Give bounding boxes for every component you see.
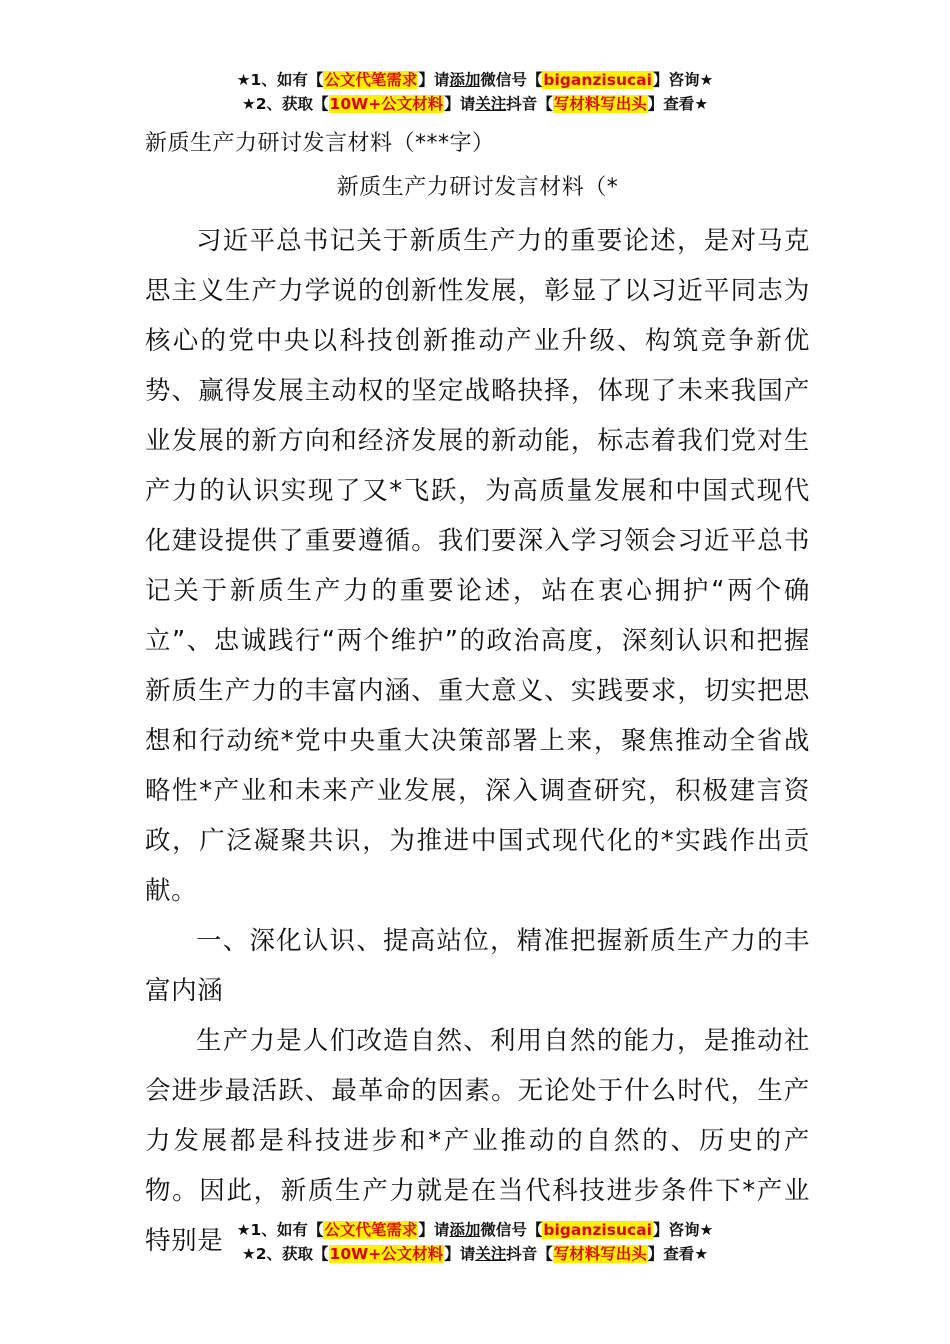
footer-banner bbox=[0, 1218, 950, 1266]
paragraph-section-1: 生产力是人们改造自然、利用自然的能力，是推动社会进步最活跃、最革命的因素。无论处于什么时代，生产力发展都是科技进步和*产业推动的自然的、历史的产物。因此，新质生产力就是在当代科技进步条件下*产业特别是 bbox=[145, 1026, 810, 1256]
banner-text: 抖音【 bbox=[506, 95, 553, 113]
banner-highlight: 公文代笔需求 bbox=[324, 1221, 418, 1239]
banner-highlight: 10W+公文材料 bbox=[329, 1245, 444, 1263]
banner-text: ★1、如有【 bbox=[236, 71, 324, 89]
banner-line-2 bbox=[0, 1242, 950, 1266]
banner-underline: 关注 bbox=[475, 95, 507, 113]
banner-text: 】请 bbox=[418, 71, 450, 89]
banner-text: 】查看★ bbox=[647, 95, 709, 113]
banner-text: 抖音【 bbox=[506, 1245, 553, 1263]
banner-text: 】查看★ bbox=[647, 1245, 709, 1263]
banner-underline: 添加 bbox=[449, 71, 481, 89]
banner-text: 微信号【 bbox=[480, 71, 543, 89]
header-banner bbox=[0, 68, 950, 116]
banner-text: ★2、获取【 bbox=[241, 1245, 329, 1263]
banner-highlight: 写材料写出头 bbox=[553, 1245, 647, 1263]
banner-highlight: 写材料写出头 bbox=[553, 95, 647, 113]
document-title: 新质生产力研讨发言材料（***字） bbox=[145, 131, 495, 156]
banner-highlight: biganzisucai bbox=[543, 71, 652, 89]
banner-line-1 bbox=[0, 68, 950, 92]
banner-underline: 添加 bbox=[449, 1221, 481, 1239]
banner-line-2 bbox=[0, 92, 950, 116]
section-heading: 一、深化认识、提高站位，精准把握新质生产力的丰富内涵 bbox=[145, 926, 810, 1006]
banner-text: 】请 bbox=[418, 1221, 450, 1239]
banner-text: ★2、获取【 bbox=[241, 95, 329, 113]
banner-highlight: 10W+公文材料 bbox=[329, 95, 444, 113]
banner-highlight: 公文代笔需求 bbox=[324, 71, 418, 89]
document-body bbox=[145, 126, 810, 1266]
banner-highlight: biganzisucai bbox=[543, 1221, 652, 1239]
banner-text: ★1、如有【 bbox=[236, 1221, 324, 1239]
banner-text: 微信号【 bbox=[480, 1221, 543, 1239]
banner-underline: 关注 bbox=[475, 1245, 507, 1263]
banner-text: 】请 bbox=[444, 1245, 476, 1263]
banner-text: 】咨询★ bbox=[652, 1221, 714, 1239]
banner-line-1 bbox=[0, 1218, 950, 1242]
document-subtitle: 新质生产力研讨发言材料（* bbox=[336, 175, 619, 200]
banner-text: 】咨询★ bbox=[652, 71, 714, 89]
banner-text: 】请 bbox=[444, 95, 476, 113]
paragraph-intro: 习近平总书记关于新质生产力的重要论述，是对马克思主义生产力学说的创新性发展，彰显了以习近平同志为核心的党中央以科技创新推动产业升级、构筑竞争新优势、赢得发展主动权的坚定战略抉择，体现了未来我国产业发展的新方向和经济发展的新动能，标志着我们党对生产力的认识实现了又*飞跃，为高质量发展和中国式现代化建设提供了重要遵循。我们要深入学习领会习近平总书记关于新质生产力的重要论述，站在衷心拥护“两个确立”、忠诚践行“两个维护”的政治高度，深刻认识和把握新质生产力的丰富内涵、重大意义、实践要求，切实把思想和行动统*党中央重大决策部署上来，聚焦推动全省战略性*产业和未来产业发展，深入调查研究，积极建言资政，广泛凝聚共识，为推进中国式现代化的*实践作出贡献。 bbox=[145, 226, 810, 906]
